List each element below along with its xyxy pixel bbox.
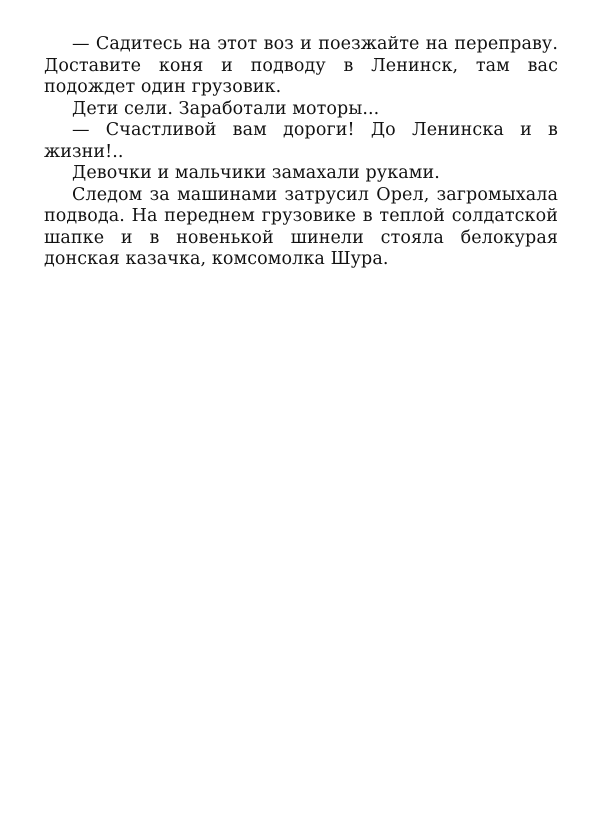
paragraph-order-to-crossing: — Садитесь на этот воз и поезжайте на переправу. Доставите коня и подводу в Ленинск, там вас подождет один грузовик.	[44, 34, 558, 97]
paragraph-waving: Девочки и мальчики замахали руками.	[72, 163, 440, 183]
page-text	[44, 34, 558, 271]
paragraph-children-sat: Дети сели. Заработали моторы...	[72, 98, 380, 119]
paragraph-farewell: — Счастливой вам дороги! До Ленинска и в жизни!..	[44, 120, 558, 162]
paragraph-shura: Следом за машинами затрусил Орел, загромыхала подвода. На переднем грузовике в теплой солдатской шапке и в новенькой шинели стояла белокурая донская казачка, комсомолка Шура.	[44, 184, 558, 269]
